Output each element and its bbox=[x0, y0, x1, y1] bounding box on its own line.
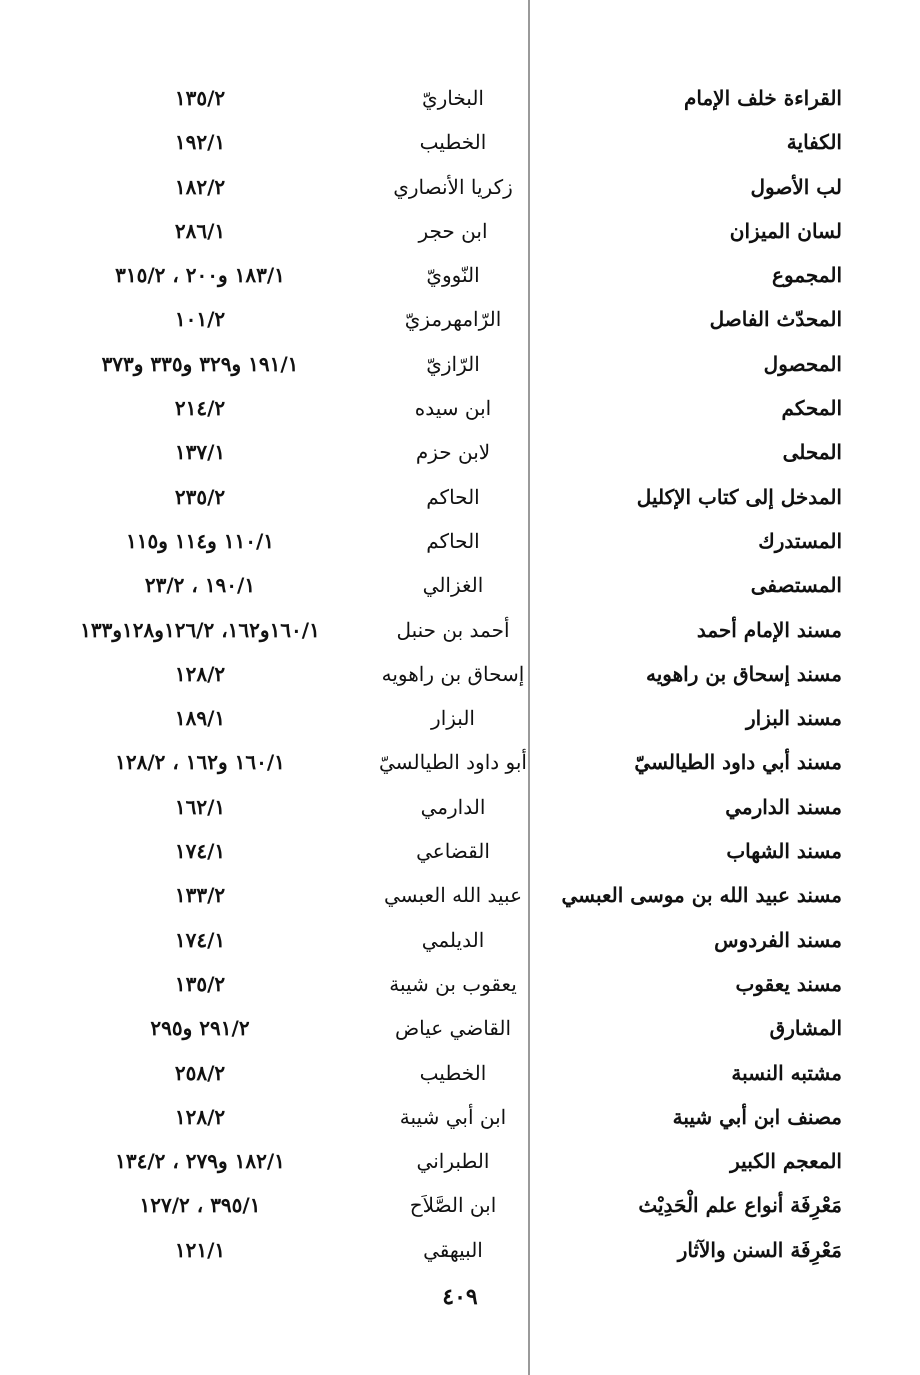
bibliography-row bbox=[0, 1006, 920, 1050]
bibliography-row bbox=[0, 829, 920, 873]
book-title: مَعْرِفَة السنن والآثار bbox=[677, 1237, 842, 1262]
bibliography-row bbox=[0, 519, 920, 563]
page-reference: ١٦٠/١و١٦٢، ١٢٦/٢و١٢٨و١٣٣ bbox=[80, 617, 320, 642]
book-author: القاضي عياض bbox=[394, 1016, 512, 1041]
book-author: ابن حجر bbox=[418, 218, 488, 243]
book-author: الحاكم bbox=[426, 528, 480, 553]
bibliography-row bbox=[0, 209, 920, 253]
page-reference: ١٩٠/١ ، ٢٣/٢ bbox=[144, 573, 256, 598]
bibliography-row bbox=[0, 430, 920, 474]
book-author: عبيد الله العبسي bbox=[383, 883, 523, 908]
bibliography-row bbox=[0, 253, 920, 297]
bibliography-row bbox=[0, 696, 920, 740]
book-author: ابن أبي شيبة bbox=[399, 1104, 507, 1129]
book-title: مسند أبي داود الطيالسيّ bbox=[634, 750, 842, 775]
book-title: المشارق bbox=[769, 1016, 842, 1041]
bibliography-row bbox=[0, 76, 920, 120]
book-title: المدخل إلى كتاب الإكليل bbox=[636, 484, 842, 509]
page-reference: ٢١٤/٢ bbox=[174, 396, 226, 421]
bibliography-row bbox=[0, 165, 920, 209]
page-reference: ١٧٤/١ bbox=[174, 927, 226, 952]
page-reference: ١١٠/١ و١١٤ و١١٥ bbox=[126, 528, 274, 553]
page-reference: ٣٩٥/١ ، ١٢٧/٢ bbox=[139, 1193, 261, 1218]
page-reference: ٢٩١/٢ و٢٩٥ bbox=[150, 1016, 250, 1041]
book-title: مسند الفردوس bbox=[714, 927, 842, 952]
book-title: مسند يعقوب bbox=[735, 971, 842, 996]
book-author: لابن حزم bbox=[415, 440, 491, 465]
bibliography-row bbox=[0, 785, 920, 829]
book-author: البخاريّ bbox=[421, 86, 484, 110]
page-reference: ١٣٥/٢ bbox=[174, 86, 226, 110]
book-author: الخطيب bbox=[419, 130, 487, 155]
page-reference: ١٨٢/٢ bbox=[174, 174, 226, 199]
page-reference: ١٠١/٢ bbox=[174, 307, 226, 332]
bibliography-row bbox=[0, 386, 920, 430]
book-title: الكفاية bbox=[786, 130, 842, 155]
page-reference: ١٢٨/٢ bbox=[174, 661, 226, 686]
book-author: النّوويّ bbox=[426, 263, 480, 288]
page-reference: ١٨٣/١ و٢٠٠ ، ٣١٥/٢ bbox=[115, 263, 285, 288]
book-author: أحمد بن حنبل bbox=[396, 617, 510, 642]
page-reference: ١٩٢/١ bbox=[174, 130, 226, 155]
book-author: الدارمي bbox=[420, 794, 486, 819]
page-reference: ١٨٢/١ و٢٧٩ ، ١٣٤/٢ bbox=[115, 1149, 285, 1174]
page-reference: ٢٨٦/١ bbox=[174, 218, 226, 243]
book-author: الطبراني bbox=[416, 1149, 490, 1174]
bibliography-row bbox=[0, 1183, 920, 1227]
book-title: مشتبه النسبة bbox=[731, 1060, 842, 1085]
bibliography-row bbox=[0, 475, 920, 519]
book-title: مسند الدارمي bbox=[725, 794, 842, 819]
page-reference: ١٢٨/٢ bbox=[174, 1104, 226, 1129]
book-author: الحاكم bbox=[426, 484, 480, 509]
book-author: الرّامهرمزيّ bbox=[404, 307, 502, 332]
book-author: الغزالي bbox=[422, 573, 484, 598]
book-title: لب الأصول bbox=[750, 174, 842, 199]
page-reference: ١٣٣/٢ bbox=[174, 883, 226, 908]
bibliography-row bbox=[0, 120, 920, 164]
page-reference: ٢٥٨/٢ bbox=[174, 1060, 226, 1085]
book-author: أبو داود الطيالسيّ bbox=[379, 750, 527, 775]
book-title: مصنف ابن أبي شيبة bbox=[672, 1104, 842, 1129]
book-author: الديلمي bbox=[421, 927, 485, 952]
bibliography-row bbox=[0, 608, 920, 652]
book-title: لسان الميزان bbox=[729, 218, 842, 243]
page-number: ٤٠٩ bbox=[442, 1284, 478, 1310]
book-title: المحلى bbox=[782, 440, 842, 465]
book-author: يعقوب بن شيبة bbox=[389, 971, 517, 996]
book-author: إسحاق بن راهويه bbox=[381, 661, 525, 686]
page-reference: ١٦٢/١ bbox=[174, 794, 226, 819]
bibliography-list bbox=[0, 76, 920, 1272]
book-title: مسند عبيد الله بن موسى العبسي bbox=[561, 883, 842, 908]
page-reference: ١٧٤/١ bbox=[174, 839, 226, 864]
book-title: مسند الإمام أحمد bbox=[696, 617, 842, 642]
page-reference: ١٩١/١ و٣٢٩ و٣٣٥ و٣٧٣ bbox=[101, 351, 299, 376]
book-title: المجموع bbox=[772, 263, 842, 288]
bibliography-row bbox=[0, 1095, 920, 1139]
book-title: المحكم bbox=[781, 396, 842, 421]
page-reference: ١٣٧/١ bbox=[174, 440, 226, 465]
bibliography-row bbox=[0, 652, 920, 696]
book-author: البيهقي bbox=[423, 1237, 483, 1262]
bibliography-row bbox=[0, 1139, 920, 1183]
bibliography-row bbox=[0, 1051, 920, 1095]
bibliography-row bbox=[0, 563, 920, 607]
book-title: المستدرك bbox=[758, 528, 842, 553]
book-title: القراءة خلف الإمام bbox=[683, 86, 842, 110]
page-reference: ١٣٥/٢ bbox=[174, 971, 226, 996]
bibliography-row bbox=[0, 342, 920, 386]
book-title: مسند إسحاق بن راهويه bbox=[646, 661, 842, 686]
bibliography-row bbox=[0, 873, 920, 917]
bibliography-row bbox=[0, 1228, 920, 1272]
book-title: المستصفى bbox=[750, 573, 842, 598]
book-author: الخطيب bbox=[419, 1060, 487, 1085]
bibliography-row bbox=[0, 297, 920, 341]
book-title: المعجم الكبير bbox=[730, 1149, 842, 1174]
book-author: الرّازيّ bbox=[426, 351, 480, 376]
book-author: ابن سيده bbox=[414, 396, 492, 421]
bibliography-row bbox=[0, 918, 920, 962]
page-reference: ١٨٩/١ bbox=[174, 706, 226, 731]
bibliography-row bbox=[0, 962, 920, 1006]
book-title: مسند البزار bbox=[746, 706, 842, 731]
book-author: البزار bbox=[431, 706, 475, 731]
book-author: ابن الصَّلاَح bbox=[409, 1193, 497, 1218]
bibliography-row bbox=[0, 740, 920, 784]
page-reference: ١٦٠/١ و١٦٢ ، ١٢٨/٢ bbox=[115, 750, 285, 775]
book-title: المحصول bbox=[763, 351, 842, 376]
page-reference: ١٢١/١ bbox=[174, 1237, 226, 1262]
book-author: القضاعي bbox=[416, 839, 490, 864]
book-title: مسند الشهاب bbox=[726, 839, 842, 864]
book-title: المحدّث الفاصل bbox=[709, 307, 842, 332]
page-reference: ٢٣٥/٢ bbox=[174, 484, 226, 509]
book-author: زكريا الأنصاري bbox=[393, 174, 513, 199]
book-title: مَعْرِفَة أنواع علم الْحَدِيْث bbox=[638, 1193, 842, 1218]
